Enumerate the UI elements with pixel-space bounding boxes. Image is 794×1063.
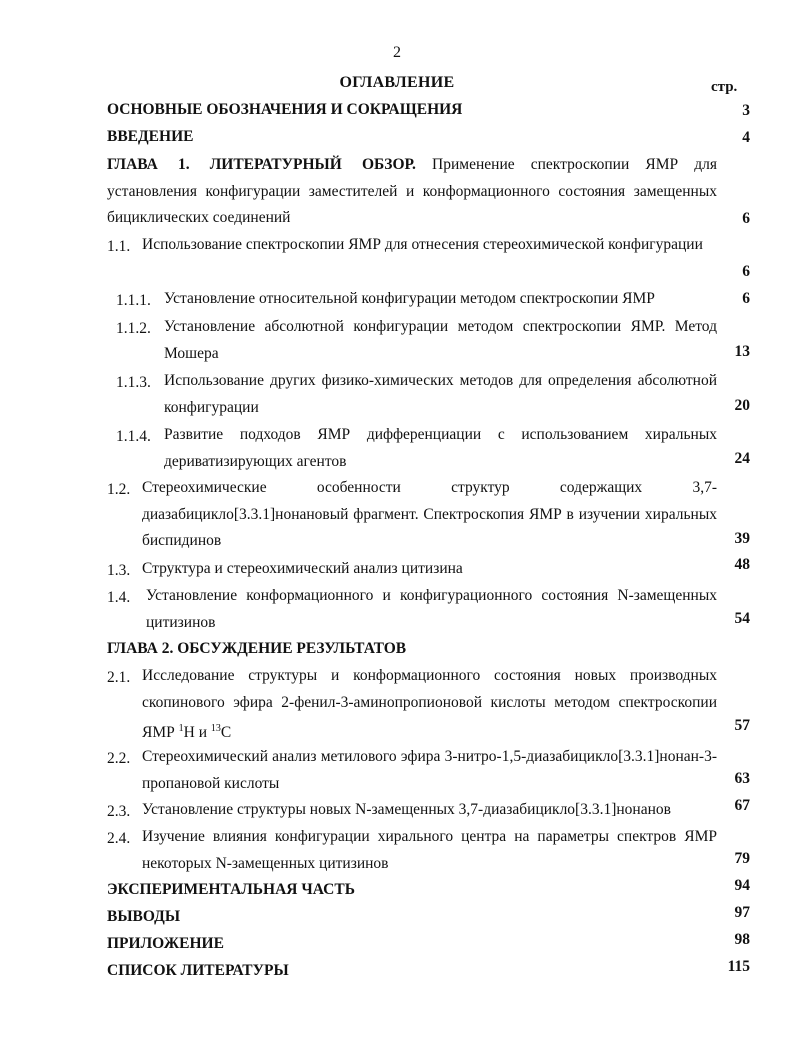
toc-entry-2-2: Стереохимический анализ метилового эфира 3-нитро-1,5-диазабицикло[3.3.1]нонан-3-пропановой кислоты [142,748,717,792]
toc-entry-2-3: Установление структуры новых N-замещенных 3,7-диазабицикло[3.3.1]нонанов [142,801,671,818]
toc-num-1-1-2: 1.1.2. [116,320,151,337]
toc-page-references: 115 [727,958,750,975]
toc-entry-experimental: ЭКСПЕРИМЕНТАЛЬНАЯ ЧАСТЬ [107,881,355,898]
page-column-label: стр. [711,79,738,95]
toc-num-1-1-1: 1.1.1. [116,292,151,309]
toc-page-1-4: 54 [734,610,750,627]
toc-page-abbreviations: 3 [742,102,750,119]
toc-page-2-2: 63 [734,770,750,787]
toc-page-conclusions: 97 [734,904,750,921]
toc-page-experimental: 94 [734,877,750,894]
toc-entry-1-1: Использование спектроскопии ЯМР для отнесения стереохимической конфигурации [142,236,703,253]
toc-page-1-2: 39 [734,530,750,547]
toc-page-1-1-2: 13 [734,343,750,360]
text-c: C [220,724,232,742]
toc-entry-conclusions: ВЫВОДЫ [107,908,181,925]
text-h: H и [183,724,207,742]
toc-entry-introduction: ВВЕДЕНИЕ [107,128,194,145]
toc-num-2-4: 2.4. [107,830,131,847]
toc-num-1-2: 1.2. [107,481,131,498]
toc-page-2-4: 79 [734,850,750,867]
toc-entry-abbreviations: ОСНОВНЫЕ ОБОЗНАЧЕНИЯ И СОКРАЩЕНИЯ [107,101,463,118]
toc-entry-1-3: Структура и стереохимический анализ цитизина [142,560,463,577]
chapter-1-description: Применение спектроскопии ЯМР для установления конфигурации заместителей и конформационного состояния замещенных бициклических соединений [107,156,717,227]
toc-page-1-1-4: 24 [734,450,750,467]
toc-page-introduction: 4 [742,129,750,146]
chapter-1-title: ГЛАВА 1. ЛИТЕРАТУРНЫЙ ОБЗОР. [107,156,416,173]
toc-entry-chapter-2: ГЛАВА 2. ОБСУЖДЕНИЕ РЕЗУЛЬТАТОВ [107,640,407,657]
toc-page-2-3: 67 [734,797,750,814]
toc-page-chapter-1: 6 [742,210,750,227]
toc-entry-2-1-text: Исследование структуры и конформационного состояния новых производных скопинового эфира 2-фенил-3-аминопропионовой кислоты методом спектроскопии ЯМР [142,667,717,742]
toc-entry-1-2: Стереохимические особенности структур содержащих 3,7-диазабицикло[3.3.1]нонановый фрагмент. Спектроскопия ЯМР в изучении хиральных биспидинов [142,479,717,550]
toc-entry-references: СПИСОК ЛИТЕРАТУРЫ [107,962,289,979]
toc-entry-1-1-4: Развитие подходов ЯМР дифференциации с использованием хиральных дериватизирующих агентов [164,426,717,470]
toc-num-1-3: 1.3. [107,562,131,579]
toc-heading: ОГЛАВЛЕНИЕ [339,74,455,91]
toc-entry-1-1-3: Использование других физико-химических методов для определения абсолютной конфигурации [164,372,717,416]
toc-num-2-2: 2.2. [107,750,131,767]
toc-page-1-3: 48 [734,556,750,573]
toc-entry-1-1-2: Установление абсолютной конфигурации методом спектроскопии ЯМР. Метод Мошера [164,318,717,362]
toc-num-2-3: 2.3. [107,803,131,820]
toc-page-1-1-1: 6 [742,290,750,307]
toc-entry-1-4: Установление конформационного и конфигурационного состояния N-замещенных цитизинов [146,587,717,631]
toc-entry-appendix: ПРИЛОЖЕНИЕ [107,935,224,952]
toc-entry-1-1-1: Установление относительной конфигурации методом спектроскопии ЯМР [164,290,655,307]
toc-num-1-1-3: 1.1.3. [116,374,151,391]
toc-num-1-4: 1.4. [107,589,131,606]
toc-page-1-1: 6 [742,263,750,280]
toc-entry-2-4: Изучение влияния конфигурации хирального центра на параметры спектров ЯМР некоторых N-замещенных цитизинов [142,828,717,872]
toc-num-2-1: 2.1. [107,669,131,686]
sup-13: 13 [210,723,221,735]
toc-page-1-1-3: 20 [734,397,750,414]
page-number: 2 [393,44,401,61]
toc-num-1-1: 1.1. [107,238,131,255]
toc-num-1-1-4: 1.1.4. [116,428,151,445]
toc-entry-2-1 [142,663,717,747]
sup-1: 1 [178,723,184,735]
toc-page-appendix: 98 [734,931,750,948]
toc-page-2-1: 57 [734,717,750,734]
toc-entry-chapter-1 [107,152,717,232]
